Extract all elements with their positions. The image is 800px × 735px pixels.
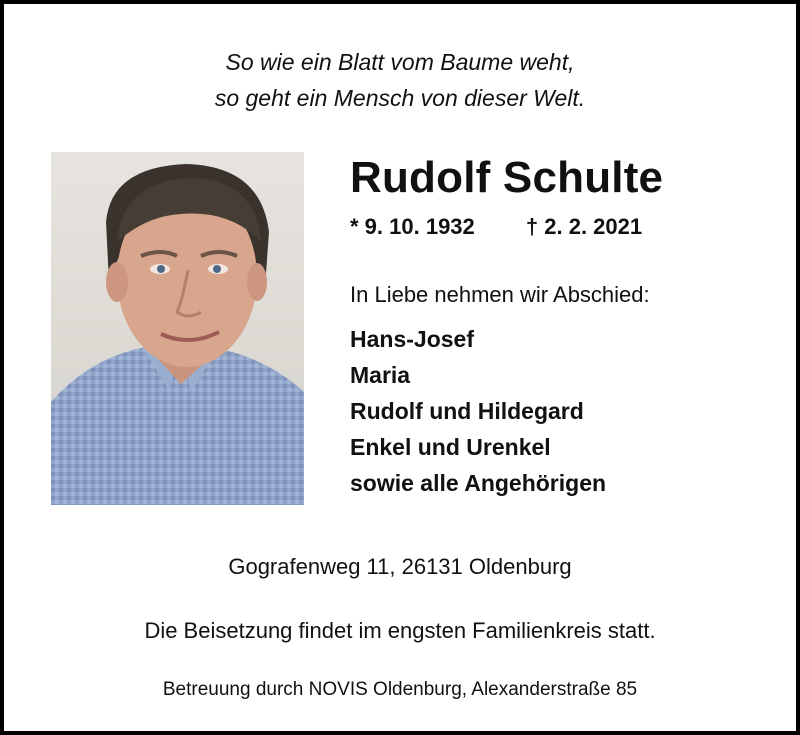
- portrait-illustration: [51, 152, 304, 505]
- farewell-text: In Liebe nehmen wir Abschied:: [350, 282, 650, 307]
- mourners-list: [350, 321, 606, 501]
- deceased-name: Rudolf Schulte: [350, 153, 664, 202]
- funeral-home-info: Betreuung durch NOVIS Oldenburg, Alexanderstraße 85: [162, 679, 638, 700]
- mourner-item: Maria: [350, 362, 411, 388]
- mourner-item: Hans-Josef: [350, 326, 474, 352]
- quote-line-1: So wie ein Blatt vom Baume weht,: [225, 49, 575, 75]
- birth-date: * 9. 10. 1932: [350, 214, 475, 239]
- life-dates: [350, 212, 642, 242]
- mourner-item: sowie alle Angehörigen: [350, 470, 607, 496]
- ceremony-info: Die Beisetzung findet im engsten Familienkreis statt.: [144, 618, 656, 643]
- mourner-item: Enkel und Urenkel: [350, 434, 551, 460]
- quote-line-2: so geht ein Mensch von dieser Welt.: [214, 85, 586, 111]
- memorial-quote: [4, 44, 796, 116]
- address: Gografenweg 11, 26131 Oldenburg: [228, 554, 572, 579]
- portrait-photo: [51, 152, 304, 505]
- mourner-item: Rudolf und Hildegard: [350, 398, 584, 424]
- death-date: † 2. 2. 2021: [525, 214, 643, 239]
